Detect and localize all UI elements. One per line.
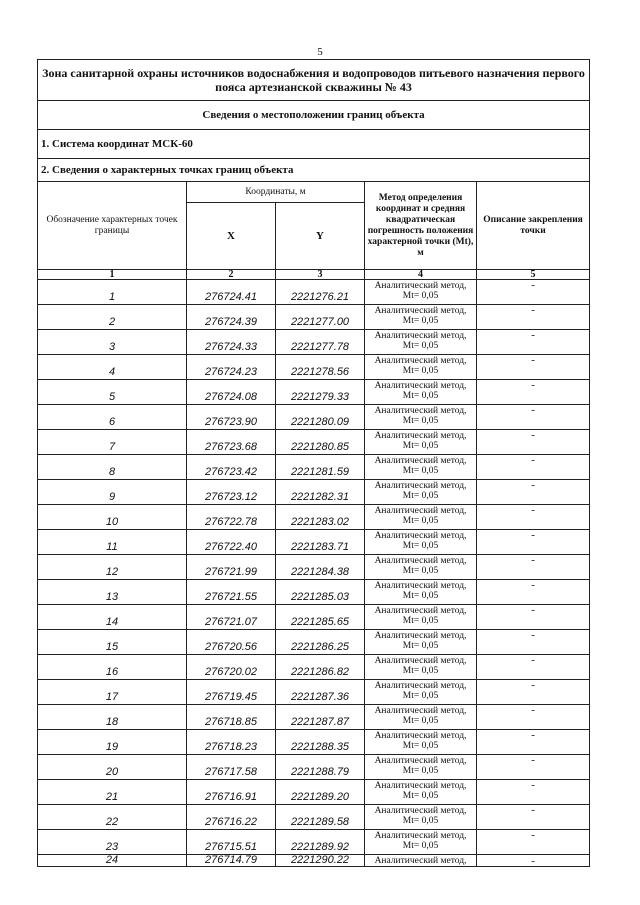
column-number: 2 xyxy=(187,270,276,280)
method-cell xyxy=(365,280,477,305)
description-cell: - xyxy=(477,755,590,780)
description-cell: - xyxy=(477,555,590,580)
method-accuracy: Mt= 0,05 xyxy=(402,291,439,301)
coord-y: 2221284.38 xyxy=(276,555,365,580)
description-cell: - xyxy=(477,430,590,455)
method-accuracy: Mt= 0,05 xyxy=(402,766,439,776)
table-row xyxy=(38,480,590,505)
coord-x: 276724.41 xyxy=(187,280,276,305)
table-row xyxy=(38,680,590,705)
method-name: Аналитический метод, xyxy=(374,806,467,816)
description-cell: - xyxy=(477,705,590,730)
method-accuracy: Mt= 0,05 xyxy=(402,666,439,676)
column-number: 3 xyxy=(276,270,365,280)
table-row xyxy=(38,355,590,380)
table-row xyxy=(38,280,590,305)
header-coordinates: Координаты, м xyxy=(187,182,365,203)
method-name: Аналитический метод, xyxy=(374,431,467,441)
method-accuracy: Mt= 0,05 xyxy=(402,491,439,501)
table-row xyxy=(38,855,590,867)
coord-y: 2221289.20 xyxy=(276,780,365,805)
method-accuracy: Mt= 0,05 xyxy=(402,516,439,526)
method-name: Аналитический метод, xyxy=(374,855,467,866)
table-row xyxy=(38,505,590,530)
method-cell xyxy=(365,355,477,380)
header-x: X xyxy=(187,203,276,270)
point-id: 21 xyxy=(38,780,187,805)
coord-x: 276722.40 xyxy=(187,530,276,555)
method-accuracy: Mt= 0,05 xyxy=(402,366,439,376)
method-cell xyxy=(365,555,477,580)
coord-x: 276717.58 xyxy=(187,755,276,780)
table-row xyxy=(38,530,590,555)
coord-x: 276723.42 xyxy=(187,455,276,480)
table-row xyxy=(38,780,590,805)
description-cell: - xyxy=(477,580,590,605)
point-id: 4 xyxy=(38,355,187,380)
coord-x: 276724.23 xyxy=(187,355,276,380)
document-sheet xyxy=(37,59,589,867)
method-name: Аналитический метод, xyxy=(374,531,467,541)
description-cell: - xyxy=(477,305,590,330)
method-cell xyxy=(365,805,477,830)
point-id: 22 xyxy=(38,805,187,830)
point-id: 12 xyxy=(38,555,187,580)
coord-x: 276716.91 xyxy=(187,780,276,805)
description-cell: - xyxy=(477,830,590,855)
coord-y: 2221280.09 xyxy=(276,405,365,430)
method-cell xyxy=(365,530,477,555)
method-accuracy: Mt= 0,05 xyxy=(402,616,439,626)
coord-x: 276723.68 xyxy=(187,430,276,455)
description-cell: - xyxy=(477,855,590,867)
description-cell: - xyxy=(477,505,590,530)
point-id: 20 xyxy=(38,755,187,780)
method-cell xyxy=(365,580,477,605)
coord-x: 276724.33 xyxy=(187,330,276,355)
column-number: 4 xyxy=(365,270,477,280)
description-cell: - xyxy=(477,730,590,755)
point-id: 10 xyxy=(38,505,187,530)
coord-y: 2221287.87 xyxy=(276,705,365,730)
method-cell xyxy=(365,730,477,755)
method-name: Аналитический метод, xyxy=(374,481,467,491)
table-row xyxy=(38,755,590,780)
method-name: Аналитический метод, xyxy=(374,756,467,766)
coord-x: 276721.07 xyxy=(187,605,276,630)
method-cell xyxy=(365,855,477,867)
method-name: Аналитический метод, xyxy=(374,306,467,316)
coord-x: 276723.90 xyxy=(187,405,276,430)
method-accuracy: Mt= 0,05 xyxy=(402,441,439,451)
method-name: Аналитический метод, xyxy=(374,506,467,516)
coord-y: 2221287.36 xyxy=(276,680,365,705)
point-id: 5 xyxy=(38,380,187,405)
table-row xyxy=(38,805,590,830)
method-name: Аналитический метод, xyxy=(374,631,467,641)
coord-x: 276723.12 xyxy=(187,480,276,505)
method-cell xyxy=(365,380,477,405)
description-cell: - xyxy=(477,280,590,305)
method-cell xyxy=(365,680,477,705)
boundary-table xyxy=(37,59,590,867)
method-name: Аналитический метод, xyxy=(374,656,467,666)
table-row xyxy=(38,705,590,730)
method-name: Аналитический метод, xyxy=(374,556,467,566)
coord-y: 2221277.78 xyxy=(276,330,365,355)
method-accuracy: Mt= 0,05 xyxy=(402,591,439,601)
header-point: Обозначение характерных точек границы xyxy=(38,182,187,270)
description-cell: - xyxy=(477,630,590,655)
description-cell: - xyxy=(477,480,590,505)
header-y: Y xyxy=(276,203,365,270)
method-accuracy: Mt= 0,05 xyxy=(402,566,439,576)
method-accuracy: Mt= 0,05 xyxy=(402,541,439,551)
page-number: 5 xyxy=(317,46,323,58)
method-accuracy: Mt= 0,05 xyxy=(402,741,439,751)
header-method: Метод определения координат и средняя квадратическая погрешность положения характерной точки (Mt), м xyxy=(365,182,477,270)
section-title: Сведения о местоположении границ объекта xyxy=(38,101,590,130)
method-cell xyxy=(365,630,477,655)
column-number: 5 xyxy=(477,270,590,280)
description-cell: - xyxy=(477,530,590,555)
description-cell: - xyxy=(477,780,590,805)
table-row xyxy=(38,580,590,605)
coord-y: 2221283.02 xyxy=(276,505,365,530)
document-title: Зона санитарной охраны источников водоснабжения и водопроводов питьевого назначения первого пояса артезианской скважины № 43 xyxy=(38,60,590,101)
method-name: Аналитический метод, xyxy=(374,456,467,466)
point-id: 14 xyxy=(38,605,187,630)
coord-y: 2221276.21 xyxy=(276,280,365,305)
method-name: Аналитический метод, xyxy=(374,681,467,691)
coord-x: 276720.56 xyxy=(187,630,276,655)
coord-y: 2221288.79 xyxy=(276,755,365,780)
coord-y: 2221278.56 xyxy=(276,355,365,380)
coord-y: 2221289.92 xyxy=(276,830,365,855)
method-accuracy: Mt= 0,05 xyxy=(402,416,439,426)
method-name: Аналитический метод, xyxy=(374,581,467,591)
coord-y: 2221283.71 xyxy=(276,530,365,555)
header-description: Описание закрепления точки xyxy=(477,182,590,270)
method-cell xyxy=(365,830,477,855)
method-cell xyxy=(365,455,477,480)
method-name: Аналитический метод, xyxy=(374,831,467,841)
description-cell: - xyxy=(477,455,590,480)
coord-x: 276722.78 xyxy=(187,505,276,530)
coord-y: 2221280.85 xyxy=(276,430,365,455)
coord-y: 2221286.82 xyxy=(276,655,365,680)
point-id: 11 xyxy=(38,530,187,555)
point-id: 17 xyxy=(38,680,187,705)
table-row xyxy=(38,630,590,655)
method-name: Аналитический метод, xyxy=(374,731,467,741)
coord-x: 276718.85 xyxy=(187,705,276,730)
method-accuracy: Mt= 0,05 xyxy=(402,691,439,701)
table-row xyxy=(38,830,590,855)
method-name: Аналитический метод, xyxy=(374,381,467,391)
method-accuracy: Mt= 0,05 xyxy=(402,316,439,326)
method-cell xyxy=(365,330,477,355)
table-row xyxy=(38,455,590,480)
table-row xyxy=(38,305,590,330)
coord-y: 2221279.33 xyxy=(276,380,365,405)
coord-y: 2221285.03 xyxy=(276,580,365,605)
coord-x: 276719.45 xyxy=(187,680,276,705)
point-id: 15 xyxy=(38,630,187,655)
coord-y: 2221288.35 xyxy=(276,730,365,755)
column-number: 1 xyxy=(38,270,187,280)
coord-y: 2221290.22 xyxy=(276,855,365,867)
point-id: 9 xyxy=(38,480,187,505)
table-row xyxy=(38,330,590,355)
method-cell xyxy=(365,405,477,430)
method-cell xyxy=(365,505,477,530)
point-id: 8 xyxy=(38,455,187,480)
coord-system-row: 1. Система координат МСК-60 xyxy=(38,130,590,159)
method-cell xyxy=(365,780,477,805)
description-cell: - xyxy=(477,680,590,705)
coord-y: 2221285.65 xyxy=(276,605,365,630)
coord-y: 2221277.00 xyxy=(276,305,365,330)
method-cell xyxy=(365,305,477,330)
point-id: 16 xyxy=(38,655,187,680)
coord-y: 2221286.25 xyxy=(276,630,365,655)
description-cell: - xyxy=(477,655,590,680)
point-id: 18 xyxy=(38,705,187,730)
method-name: Аналитический метод, xyxy=(374,356,467,366)
point-id: 7 xyxy=(38,430,187,455)
table-row xyxy=(38,430,590,455)
method-accuracy: Mt= 0,05 xyxy=(402,791,439,801)
coord-x: 276718.23 xyxy=(187,730,276,755)
point-id: 2 xyxy=(38,305,187,330)
coord-x: 276720.02 xyxy=(187,655,276,680)
method-name: Аналитический метод, xyxy=(374,606,467,616)
description-cell: - xyxy=(477,380,590,405)
description-cell: - xyxy=(477,330,590,355)
method-name: Аналитический метод, xyxy=(374,706,467,716)
coord-x: 276715.51 xyxy=(187,830,276,855)
table-row xyxy=(38,730,590,755)
method-name: Аналитический метод, xyxy=(374,406,467,416)
method-cell xyxy=(365,755,477,780)
point-id: 19 xyxy=(38,730,187,755)
method-name: Аналитический метод, xyxy=(374,281,467,291)
coord-x: 276716.22 xyxy=(187,805,276,830)
method-accuracy: Mt= 0,05 xyxy=(402,841,439,851)
point-id: 23 xyxy=(38,830,187,855)
point-id: 24 xyxy=(38,855,187,867)
description-cell: - xyxy=(477,605,590,630)
point-id: 1 xyxy=(38,280,187,305)
coord-x: 276721.99 xyxy=(187,555,276,580)
method-accuracy: Mt= 0,05 xyxy=(402,341,439,351)
coord-x: 276724.08 xyxy=(187,380,276,405)
coord-y: 2221282.31 xyxy=(276,480,365,505)
method-cell xyxy=(365,705,477,730)
table-row xyxy=(38,555,590,580)
description-cell: - xyxy=(477,405,590,430)
method-cell xyxy=(365,480,477,505)
description-cell: - xyxy=(477,805,590,830)
table-row xyxy=(38,380,590,405)
point-id: 13 xyxy=(38,580,187,605)
point-id: 3 xyxy=(38,330,187,355)
coord-x: 276714.79 xyxy=(187,855,276,867)
description-cell: - xyxy=(477,355,590,380)
point-id: 6 xyxy=(38,405,187,430)
method-cell xyxy=(365,430,477,455)
table-row xyxy=(38,405,590,430)
method-name: Аналитический метод, xyxy=(374,331,467,341)
table-row xyxy=(38,605,590,630)
method-accuracy: Mt= 0,05 xyxy=(402,816,439,826)
coord-x: 276724.39 xyxy=(187,305,276,330)
table-row xyxy=(38,655,590,680)
coord-x: 276721.55 xyxy=(187,580,276,605)
coord-y: 2221281.59 xyxy=(276,455,365,480)
method-cell xyxy=(365,605,477,630)
method-accuracy: Mt= 0,05 xyxy=(402,641,439,651)
method-accuracy: Mt= 0,05 xyxy=(402,391,439,401)
method-name: Аналитический метод, xyxy=(374,781,467,791)
points-heading-row: 2. Сведения о характерных точках границ объекта xyxy=(38,159,590,182)
method-accuracy: Mt= 0,05 xyxy=(402,466,439,476)
method-cell xyxy=(365,655,477,680)
method-accuracy: Mt= 0,05 xyxy=(402,716,439,726)
coord-y: 2221289.58 xyxy=(276,805,365,830)
